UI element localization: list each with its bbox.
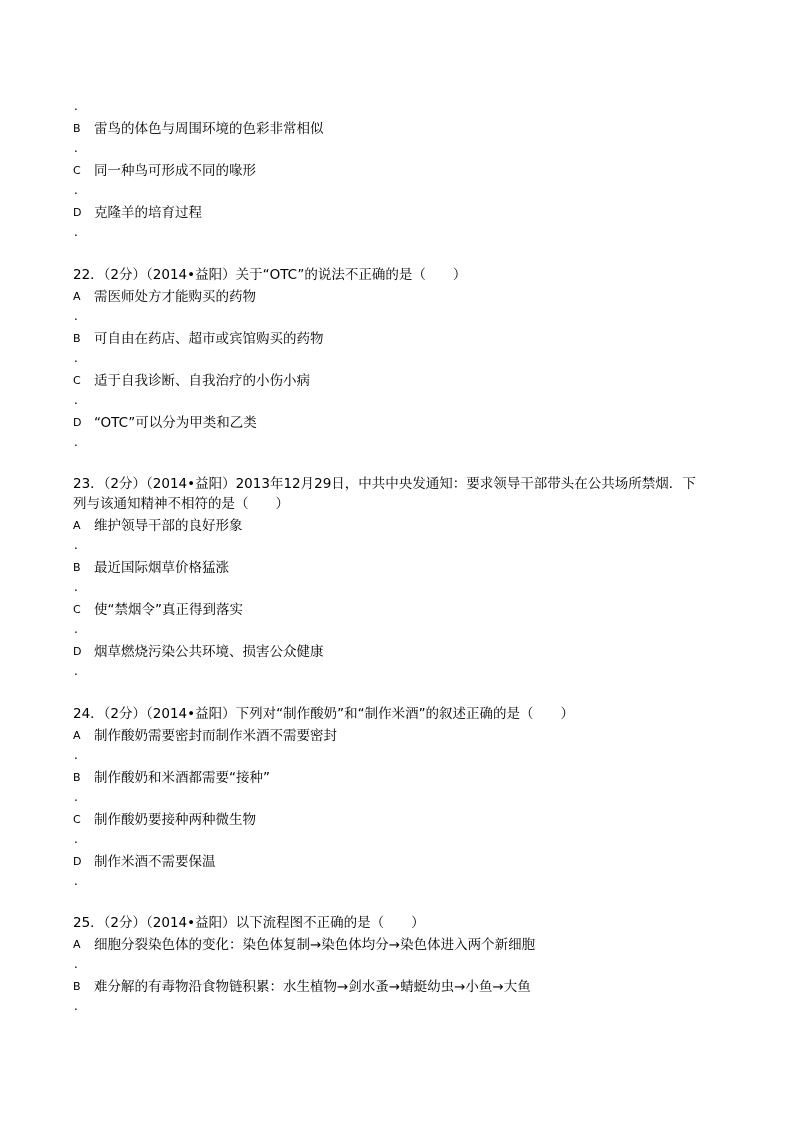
option-letter: C bbox=[73, 164, 81, 177]
option-text: 细胞分裂染色体的变化：染色体复制→染色体均分→染色体进入两个新细胞 bbox=[94, 937, 536, 953]
option-dot: . bbox=[74, 225, 78, 239]
option-dot: . bbox=[74, 664, 78, 678]
option-dot: . bbox=[74, 832, 78, 846]
option-letter: A bbox=[73, 519, 81, 532]
option-text: 维护领导干部的良好形象 bbox=[94, 518, 243, 534]
option-text: 难分解的有毒物沿食物链积累：水生植物→剑水蚤→蜻蜓幼虫→小鱼→大鱼 bbox=[94, 979, 531, 995]
option-letter: D bbox=[73, 645, 82, 658]
option-letter: C bbox=[73, 603, 81, 616]
option-text: 制作酸奶需要密封而制作米酒不需要密封 bbox=[94, 728, 337, 744]
option-letter: B bbox=[73, 122, 81, 135]
option-text: “OTC”可以分为甲类和乙类 bbox=[94, 415, 257, 431]
option-text: 克隆羊的培育过程 bbox=[94, 205, 202, 221]
question-stem-continuation: 列与该通知精神不相符的是（ ） bbox=[73, 496, 289, 512]
option-text: 可自由在药店、超市或宾馆购买的药物 bbox=[94, 331, 324, 347]
question-stem: 23．（2分）（2014•益阳）2013年12月29日，中共中央发通知：要求领导干部带头在公共场所禁烟．下 bbox=[73, 476, 696, 492]
option-letter: B bbox=[73, 771, 81, 784]
option-dot: . bbox=[74, 99, 78, 113]
option-letter: D bbox=[73, 416, 82, 429]
option-letter: B bbox=[73, 561, 81, 574]
option-dot: . bbox=[74, 435, 78, 449]
option-dot: . bbox=[74, 351, 78, 365]
option-dot: . bbox=[74, 999, 78, 1013]
option-dot: . bbox=[74, 957, 78, 971]
option-text: 需医师处方才能购买的药物 bbox=[94, 289, 256, 305]
option-text: 雷鸟的体色与周围环境的色彩非常相似 bbox=[94, 121, 324, 137]
option-dot: . bbox=[74, 538, 78, 552]
option-text: 适于自我诊断、自我治疗的小伤小病 bbox=[94, 373, 310, 389]
option-letter: A bbox=[73, 938, 81, 951]
option-letter: C bbox=[73, 374, 81, 387]
option-dot: . bbox=[74, 790, 78, 804]
question-stem: 22．（2分）（2014•益阳）关于“OTC”的说法不正确的是（ ） bbox=[73, 267, 467, 283]
option-dot: . bbox=[74, 309, 78, 323]
option-letter: D bbox=[73, 855, 82, 868]
option-text: 同一种鸟可形成不同的喙形 bbox=[94, 163, 256, 179]
option-text: 最近国际烟草价格猛涨 bbox=[94, 560, 229, 576]
option-letter: B bbox=[73, 980, 81, 993]
option-letter: C bbox=[73, 813, 81, 826]
option-dot: . bbox=[74, 874, 78, 888]
option-letter: A bbox=[73, 729, 81, 742]
option-text: 制作酸奶和米酒都需要“接种” bbox=[94, 770, 270, 786]
option-text: 制作酸奶要接种两种微生物 bbox=[94, 812, 256, 828]
option-letter: A bbox=[73, 290, 81, 303]
option-text: 制作米酒不需要保温 bbox=[94, 854, 216, 870]
option-dot: . bbox=[74, 393, 78, 407]
question-stem: 24．（2分）（2014•益阳）下列对“制作酸奶”和“制作米酒”的叙述正确的是（ ） bbox=[73, 706, 575, 722]
question-stem: 25．（2分）（2014•益阳）以下流程图不正确的是（ ） bbox=[73, 915, 425, 931]
option-dot: . bbox=[74, 141, 78, 155]
option-text: 烟草燃烧污染公共环境、损害公众健康 bbox=[94, 644, 324, 660]
option-dot: . bbox=[74, 748, 78, 762]
option-letter: D bbox=[73, 206, 82, 219]
option-dot: . bbox=[74, 580, 78, 594]
option-text: 使“禁烟令”真正得到落实 bbox=[94, 602, 243, 618]
option-dot: . bbox=[74, 622, 78, 636]
option-letter: B bbox=[73, 332, 81, 345]
option-dot: . bbox=[74, 183, 78, 197]
